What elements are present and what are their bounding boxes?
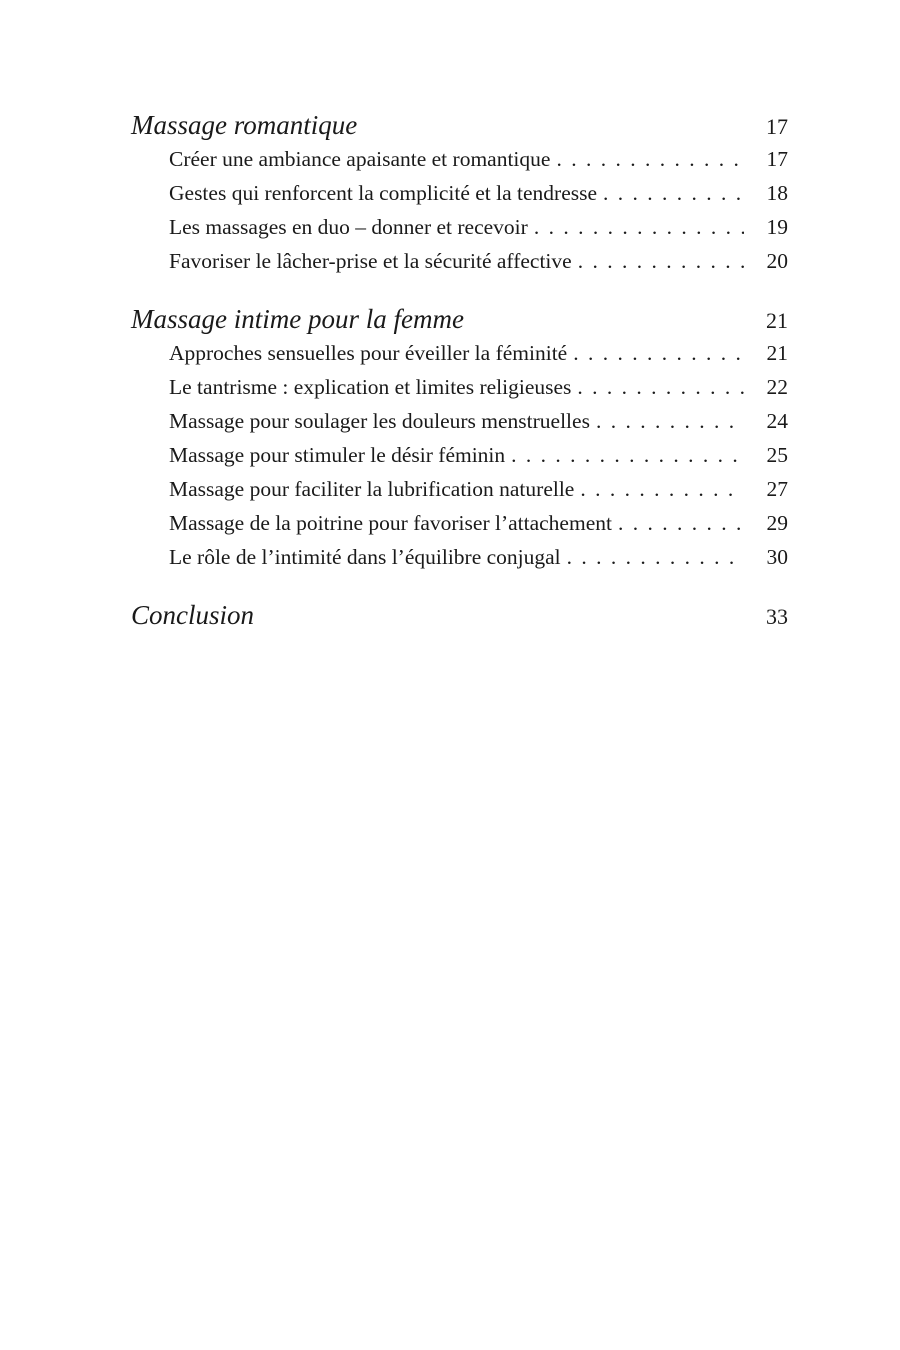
entry-page-number: 30 xyxy=(766,545,788,569)
entry-title: Massage de la poitrine pour favoriser l’attachement xyxy=(169,511,612,535)
chapter-page-number: 33 xyxy=(766,604,788,629)
dot-leader xyxy=(580,477,744,502)
toc-entry[interactable] xyxy=(131,215,788,249)
dot-leader xyxy=(534,215,744,240)
entry-page-number: 24 xyxy=(766,409,788,433)
toc-entry[interactable] xyxy=(131,409,788,443)
entry-page-number: 20 xyxy=(766,249,788,273)
entry-title: Massage pour stimuler le désir féminin xyxy=(169,443,506,467)
section-list xyxy=(131,341,788,579)
dot-leader xyxy=(618,511,744,536)
chapter-title: Conclusion xyxy=(131,600,255,630)
entry-title: Le tantrisme : explication et limites religieuses xyxy=(169,375,572,399)
toc-entry[interactable] xyxy=(131,341,788,375)
chapter-page-number: 17 xyxy=(766,114,788,139)
entry-title: Approches sensuelles pour éveiller la féminité xyxy=(169,341,568,365)
dot-leader xyxy=(567,545,744,570)
chapter-conclusion xyxy=(131,600,788,637)
toc-entry[interactable] xyxy=(131,181,788,215)
entry-title: Gestes qui renforcent la complicité et la tendresse xyxy=(169,181,598,205)
entry-page-number: 21 xyxy=(766,341,788,365)
entry-page-number: 19 xyxy=(766,215,788,239)
section-list xyxy=(131,147,788,283)
chapter-heading[interactable] xyxy=(131,600,788,637)
entry-page-number: 17 xyxy=(766,147,788,171)
chapter-massage-intime xyxy=(131,304,788,579)
entry-page-number: 25 xyxy=(766,443,788,467)
dot-leader xyxy=(573,341,744,366)
dot-leader xyxy=(596,409,744,434)
entry-page-number: 18 xyxy=(766,181,788,205)
chapter-title: Massage intime pour la femme xyxy=(131,304,464,334)
entry-title: Massage pour soulager les douleurs menstruelles xyxy=(169,409,590,433)
dot-leader xyxy=(577,375,744,400)
chapter-heading[interactable] xyxy=(131,304,788,341)
toc-entry[interactable] xyxy=(131,511,788,545)
entry-page-number: 22 xyxy=(766,375,788,399)
entry-title: Les massages en duo – donner et recevoir xyxy=(169,215,528,239)
toc-entry[interactable] xyxy=(131,545,788,579)
entry-title: Le rôle de l’intimité dans l’équilibre conjugal xyxy=(169,545,561,569)
dot-leader xyxy=(603,181,744,206)
chapter-massage-romantique xyxy=(131,110,788,283)
entry-page-number: 27 xyxy=(766,477,788,501)
table-of-contents xyxy=(131,110,788,658)
entry-title: Favoriser le lâcher-prise et la sécurité affective xyxy=(169,249,572,273)
chapter-heading[interactable] xyxy=(131,110,788,147)
toc-entry[interactable] xyxy=(131,443,788,477)
toc-entry[interactable] xyxy=(131,147,788,181)
entry-page-number: 29 xyxy=(766,511,788,535)
entry-title: Massage pour faciliter la lubrification naturelle xyxy=(169,477,575,501)
dot-leader xyxy=(578,249,744,274)
toc-entry[interactable] xyxy=(131,249,788,283)
dot-leader xyxy=(556,147,744,172)
entry-title: Créer une ambiance apaisante et romantique xyxy=(169,147,551,171)
toc-entry[interactable] xyxy=(131,477,788,511)
chapter-title: Massage romantique xyxy=(131,110,358,140)
dot-leader xyxy=(511,443,744,468)
toc-entry[interactable] xyxy=(131,375,788,409)
chapter-page-number: 21 xyxy=(766,308,788,333)
